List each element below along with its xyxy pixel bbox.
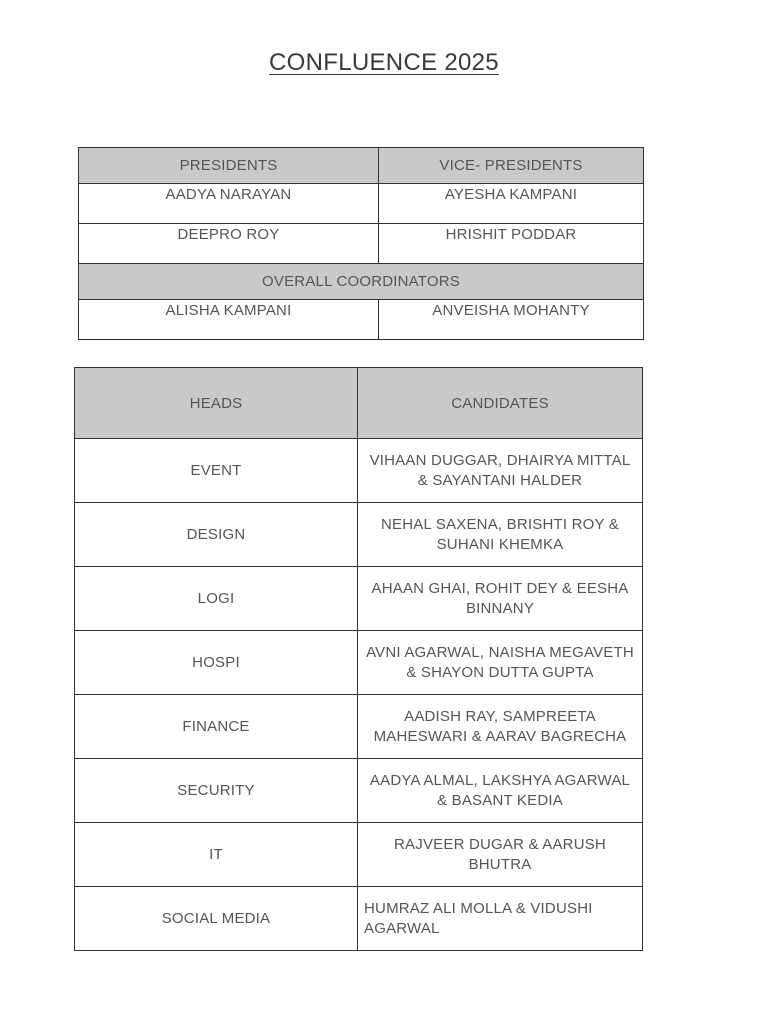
page-title-text: CONFLUENCE 2025 [269, 49, 499, 76]
coordinator-name: ALISHA KAMPANI [79, 300, 379, 340]
head-role: SECURITY [75, 759, 358, 823]
candidate-names: AHAAN GHAI, ROHIT DEY & EESHA BINNANY [358, 567, 643, 631]
table-row [75, 695, 643, 759]
head-role: EVENT [75, 439, 358, 503]
table-row [75, 887, 643, 951]
heads-table [74, 367, 643, 951]
coordinators-header-row [79, 264, 644, 300]
leadership-header-row [79, 148, 644, 184]
head-role: HOSPI [75, 631, 358, 695]
candidate-names: AADISH RAY, SAMPREETA MAHESWARI & AARAV BAGRECHA [358, 695, 643, 759]
vice-president-name: AYESHA KAMPANI [379, 184, 644, 224]
candidate-names: AADYA ALMAL, LAKSHYA AGARWAL & BASANT KEDIA [358, 759, 643, 823]
coordinator-name: ANVEISHA MOHANTY [379, 300, 644, 340]
heads-header: HEADS [75, 368, 358, 439]
president-name: AADYA NARAYAN [79, 184, 379, 224]
table-row [75, 823, 643, 887]
candidate-names: RAJVEER DUGAR & AARUSH BHUTRA [358, 823, 643, 887]
vice-presidents-header: VICE- PRESIDENTS [379, 148, 644, 184]
coordinators-header: OVERALL COORDINATORS [79, 264, 644, 300]
candidate-names: AVNI AGARWAL, NAISHA MEGAVETH & SHAYON DUTTA GUPTA [358, 631, 643, 695]
table-row [75, 759, 643, 823]
candidate-names: VIHAAN DUGGAR, DHAIRYA MITTAL & SAYANTANI HALDER [358, 439, 643, 503]
head-role: FINANCE [75, 695, 358, 759]
vice-president-name: HRISHIT PODDAR [379, 224, 644, 264]
page-title [0, 49, 768, 77]
table-row [75, 631, 643, 695]
heads-header-row [75, 368, 643, 439]
leadership-table [78, 147, 644, 340]
table-row [79, 184, 644, 224]
candidates-header: CANDIDATES [358, 368, 643, 439]
table-row [75, 439, 643, 503]
head-role: IT [75, 823, 358, 887]
head-role: LOGI [75, 567, 358, 631]
table-row [75, 503, 643, 567]
head-role: DESIGN [75, 503, 358, 567]
presidents-header: PRESIDENTS [79, 148, 379, 184]
president-name: DEEPRO ROY [79, 224, 379, 264]
table-row [75, 567, 643, 631]
table-row [79, 224, 644, 264]
table-row [79, 300, 644, 340]
candidate-names: HUMRAZ ALI MOLLA & VIDUSHI AGARWAL [358, 887, 643, 951]
head-role: SOCIAL MEDIA [75, 887, 358, 951]
candidate-names: NEHAL SAXENA, BRISHTI ROY & SUHANI KHEMKA [358, 503, 643, 567]
